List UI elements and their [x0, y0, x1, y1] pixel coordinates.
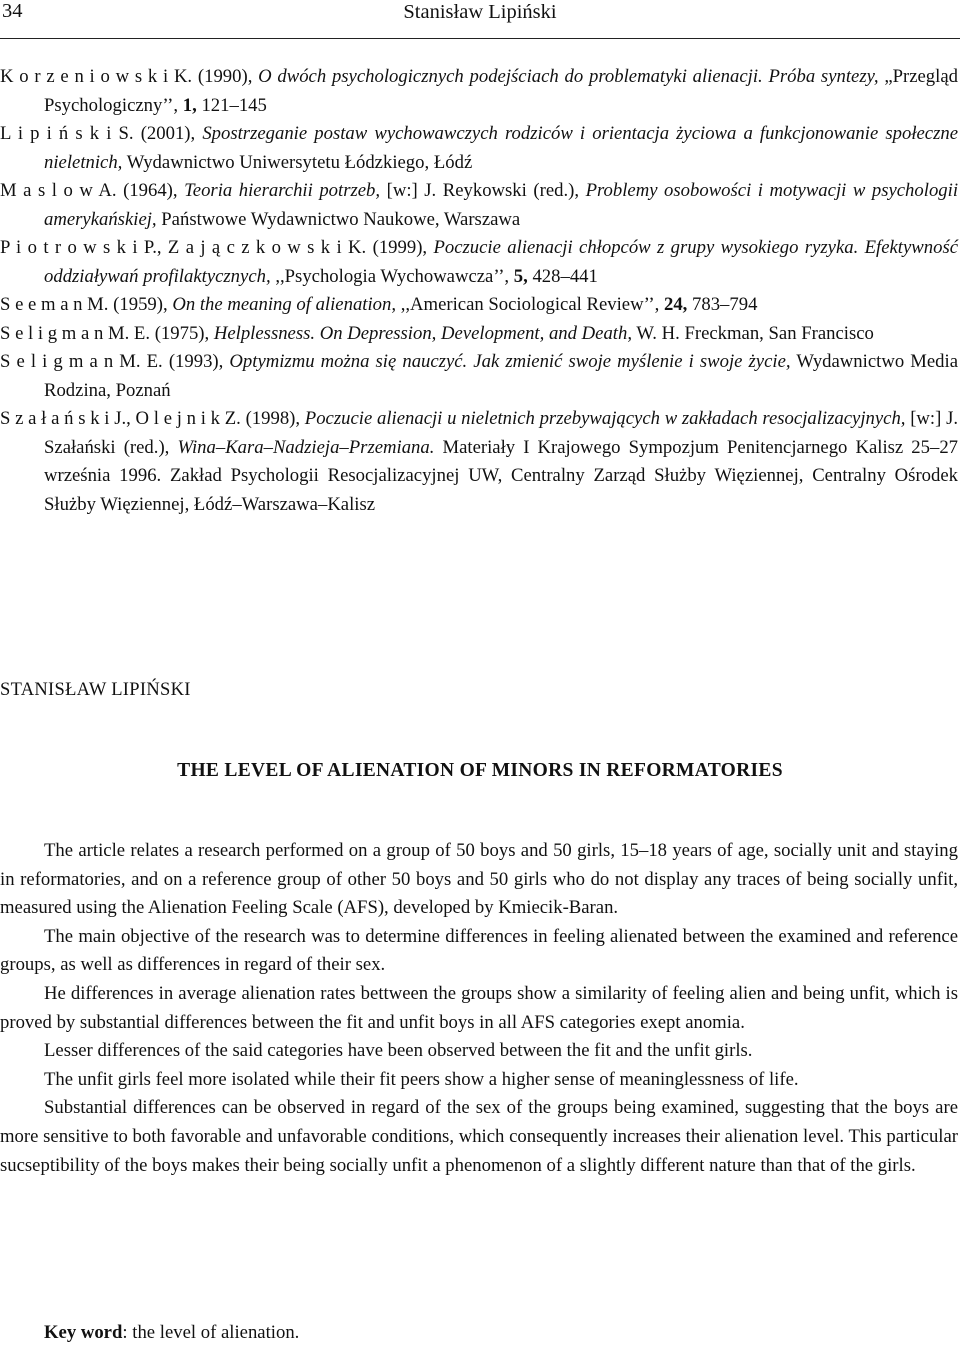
- reference-publisher: Państwowe Wydawnictwo Naukowe, Warszawa: [161, 208, 521, 230]
- summary-paragraph: The main objective of the research was to determine differences in feeling alienated between the examined and reference groups, as well as differences in regard of their sex.: [0, 925, 958, 976]
- reference-publisher: Wydawnictwo Media Rodzina, Poznań: [44, 351, 958, 401]
- reference-volume: 24,: [663, 294, 688, 315]
- reference-publisher: W. H. Freckman, San Francisco: [636, 322, 874, 344]
- reference-item: [0, 234, 958, 291]
- reference-pages: 428–441: [532, 265, 598, 287]
- reference-title: Poczucie alienacji chłopców z grupy wysokiego ryzyka. Efektywność oddziaływań profilaktycznych,: [44, 237, 959, 287]
- keywords-text: the level of alienation.: [132, 1322, 300, 1343]
- reference-item: [0, 320, 958, 349]
- summary-body: [0, 837, 958, 1180]
- reference-book-title: Wina–Kara–Nadzieja–Przemiana.: [177, 436, 435, 458]
- keywords-separator: :: [122, 1322, 128, 1343]
- reference-item: [0, 348, 958, 405]
- reference-year: (1959),: [113, 294, 168, 315]
- keywords-label: Key word: [44, 1322, 123, 1343]
- header-rule: [0, 38, 960, 39]
- summary-paragraph: The unfit girls feel more isolated while their fit peers show a higher sense of meaninglessness of life.: [44, 1068, 799, 1090]
- reference-editor: [w:] J. Reykowski (red.),: [386, 180, 580, 201]
- page-number: 34: [2, 0, 23, 22]
- keywords-line: [44, 1322, 299, 1344]
- reference-year: (1998),: [245, 408, 301, 429]
- reference-book-title: Problemy osobowości i motywacji w psychologii amerykańskiej,: [44, 180, 959, 230]
- reference-pages: 783–794: [692, 294, 758, 315]
- reference-item: [0, 405, 958, 519]
- reference-volume: 1,: [182, 94, 197, 116]
- reference-author: S e l i g m a n M. E.: [0, 322, 151, 344]
- reference-title: Helplessness. On Depression, Development, and Death,: [213, 322, 633, 344]
- summary-paragraph: The article relates a research performed on a group of 50 boys and 50 girls, 15–18 years of age, socially unit and staying in reformatories, and on a reference group of other 50 boys and 50 girls who do not display any traces of being socially unfit, measured using the Alienation Feeling Scale (AFS), developed by Kmiecik-Baran.: [0, 840, 958, 919]
- summary-title: THE LEVEL OF ALIENATION OF MINORS IN REFORMATORIES: [177, 760, 783, 781]
- reference-year: (1990),: [197, 66, 253, 87]
- reference-year: (1975),: [154, 322, 210, 344]
- reference-item: [0, 291, 958, 320]
- summary-paragraph: Lesser differences of the said categories have been observed between the fit and the unfit girls.: [44, 1040, 753, 1062]
- reference-author: S z a ł a ń s k i J., O l e j n i k Z.: [0, 408, 241, 429]
- summary-paragraph: Substantial differences can be observed in regard of the sex of the groups being examined, suggesting that the boys are more sensitive to both favorable and unfavorable conditions, which consequently increases their alienation level. This particular sucseptibility of the boys makes their being socially unfit a phenomenon of a slightly different nature than that of the girls.: [0, 1097, 958, 1176]
- reference-title: O dwóch psychologicznych podejściach do problematyki alienacji. Próba syntezy,: [258, 66, 879, 87]
- reference-item: [0, 63, 958, 120]
- reference-year: (1999),: [372, 237, 428, 258]
- reference-year: (1993),: [168, 351, 224, 372]
- reference-author: K o r z e n i o w s k i K.: [0, 66, 193, 87]
- reference-publisher: Materiały I Krajowego Sympozjum Penitencjarnego Kalisz 25–27 września 1996. Zakład Psychologii Resocjalizacyjnej UW, Centralny Zarząd Służby Więziennej, Centralny Ośrodek Służby Więziennej, Łódź–Warszawa–Kalisz: [44, 436, 959, 515]
- reference-year: (1964),: [123, 180, 178, 201]
- reference-item: [0, 120, 958, 177]
- reference-title: Teoria hierarchii potrzeb,: [184, 180, 381, 201]
- running-header: [0, 0, 960, 28]
- reference-title: Poczucie alienacji u nieletnich przebywających w zakładach resocjalizacyjnych,: [304, 408, 906, 429]
- reference-year: (2001),: [140, 123, 196, 144]
- reference-author: L i p i ń s k i S.: [0, 123, 134, 144]
- reference-title: Spostrzeganie postaw wychowawczych rodziców i orientacja życiowa a funkcjonowanie społeczne nieletnich,: [44, 123, 959, 173]
- reference-publisher: Wydawnictwo Uniwersytetu Łódzkiego, Łódź: [126, 151, 473, 173]
- reference-title: Optymizmu można się nauczyć. Jak zmienić swoje myślenie i swoje życie,: [229, 351, 791, 372]
- reference-list: [0, 63, 958, 519]
- summary-paragraph: He differences in average alienation rates bettween the groups show a similarity of feeling alien and being unfit, which is proved by substantial differences between the fit and unfit boys in all AFS categories exept anomia.: [0, 982, 958, 1033]
- reference-editor: [w:] J. Szałański (red.),: [44, 408, 959, 458]
- reference-title: On the meaning of alienation,: [172, 294, 397, 315]
- reference-source: ,,American Sociological Review’’,: [400, 294, 660, 315]
- reference-source: „Przegląd Psychologiczny’’,: [44, 66, 958, 116]
- reference-source: ,,Psychologia Wychowawcza’’,: [275, 265, 510, 287]
- running-author: Stanisław Lipiński: [403, 1, 557, 23]
- reference-author: M a s l o w A.: [0, 180, 117, 201]
- reference-author: S e e m a n M.: [0, 294, 109, 315]
- reference-author: P i o t r o w s k i P., Z a j ą c z k o w s k i K.: [0, 237, 367, 258]
- summary-author: STANISŁAW LIPIŃSKI: [0, 680, 191, 700]
- reference-volume: 5,: [513, 265, 528, 287]
- reference-author: S e l i g m a n M. E.: [0, 351, 163, 372]
- reference-pages: 121–145: [201, 94, 267, 116]
- reference-item: [0, 177, 958, 234]
